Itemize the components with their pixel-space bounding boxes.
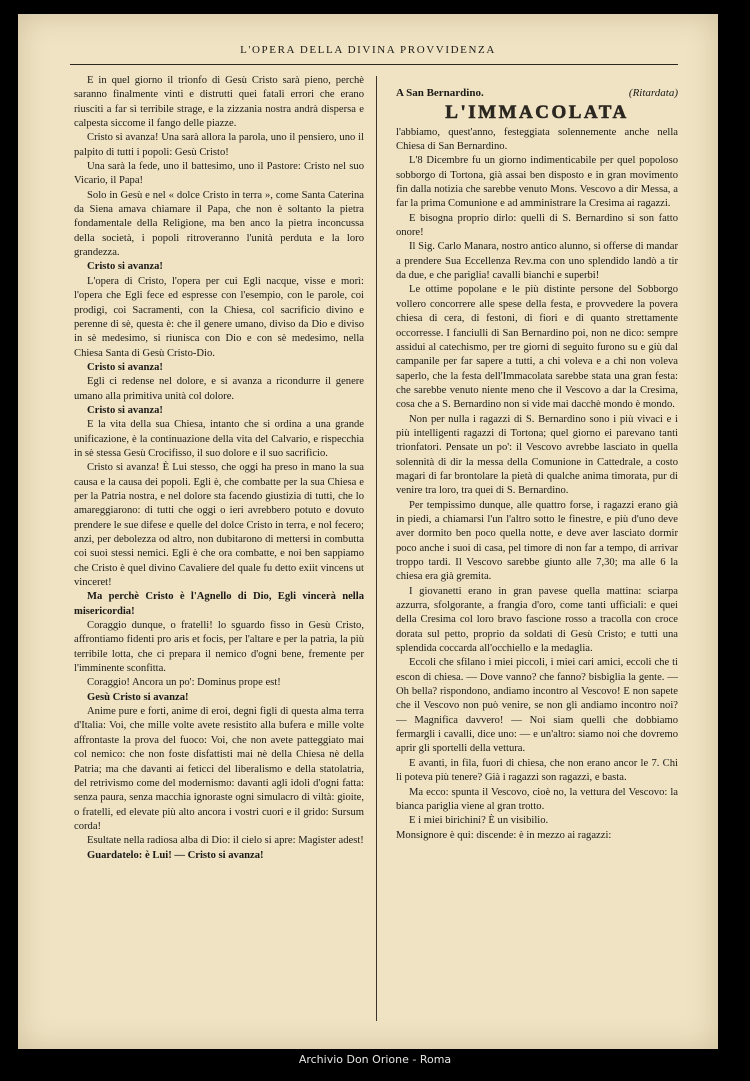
paragraph: Egli ci redense nel dolore, e si avanza a ricondurre il genere umano alla primitiva unità col dolore. (74, 376, 364, 402)
paragraph: E avanti, in fila, fuori di chiesa, che non erano ancor le 7. Chi li poteva più tenere? Già i ragazzi son ragazzi, e basta. (396, 757, 678, 784)
paragraph: Solo in Gesù e nel « dolce Cristo in terra », come Santa Caterina da Siena amava chiamare il Papa, che non è soltanto la pietra fondamentale della Religione, ma ben anco la pietra inconcussa della società, i popoli ritroveranno l'unità perduta e la loro grandezza. (74, 189, 364, 259)
left-column (74, 74, 364, 863)
location: A San Bernardino. (396, 87, 484, 99)
closing-line: Guardatelo: è Lui! — Cristo si avanza! (87, 849, 264, 861)
refrain: Gesù Cristo si avanza! (87, 691, 189, 703)
paragraph: l'abbiamo, quest'anno, festeggiata solennemente anche nella Chiesa di San Bernardino. (396, 126, 678, 153)
paragraph: Cristo si avanza! Una sarà allora la parola, uno il pensiero, uno il palpito di tutti i popoli: Gesù Cristo! (74, 132, 364, 158)
header-rule (70, 64, 678, 65)
paragraph-bold: Ma perchè Cristo è l'Agnello di Dio, Egli vincerà nella misericordia! (74, 591, 364, 617)
right-column (396, 74, 678, 843)
paragraph: Anime pure e forti, anime di eroi, degni figli di questa alma terra d'Italia: Voi, che mille volte avete resistito alla bufera e mille volte affrontaste la prova del fuoco: Voi, che non avete patteggiato mai col nemico: che non foste disfattisti mai nè della Chiesa nè della Patria; ma che davanti ai feticci del liberalismo e della statolatria, del retrivismo come del modernismo: davanti agli idoli d'ogni fatta: senza paura, senza macchia ignoraste ogni simulacro di viltà: gioite, o fratelli, ed elevate più alto ancora i vostri cuori e il grido: Sursum corda! (74, 706, 364, 832)
column-divider (376, 76, 377, 1021)
delay-note: (Ritardata) (628, 87, 678, 99)
refrain: Cristo si avanza! (87, 404, 163, 416)
paragraph: Il Sig. Carlo Manara, nostro antico alunno, si offerse di mandar a prendere Sua Eccellenza Rev.ma con uno splendido landò a tir da due, e che pariglia! cavalli bianchi e superbi! (396, 241, 678, 282)
paragraph: Eccoli che sfilano i miei piccoli, i miei cari amici, eccoli che ti escon di chiesa. — Dove vanno? che fanno? bisbiglia la gente. — Oh bella? rispondono, andiamo incontro al Vescovo! E non sapete che il Vescovo non può venire, se non gli andiamo incontro noi? — Magnifica davvero! — Noi siam quelli che dobbiamo fermargli i cavalli, dice uno: — e un'altro: siamo noi che dovremo aprir gli sportelli della vettura. (396, 657, 678, 755)
paragraph: Coraggio dunque, o fratelli! lo sguardo fisso in Gesù Cristo, affrontiamo fidenti pro aris et focis, per l'altare e per la patria, la più terribile lotta, che ci prepara il nemico d'ogni bene, fremente per l'imminente sconfitta. (74, 620, 364, 675)
running-title: L'OPERA DELLA DIVINA PROVVIDENZA (240, 44, 496, 56)
refrain: Cristo si avanza! (87, 261, 163, 273)
paragraph: E i miei birichini? È un visibilio. (409, 815, 549, 827)
paragraph: Ma ecco: spunta il Vescovo, cioè no, la vettura del Vescovo: la bianca pariglia viene al gran trotto. (396, 786, 678, 812)
paragraph: E la vita della sua Chiesa, intanto che si ordina a una grande unificazione, è la continuazione della vita del Calvario, e rispecchia in sè stessa Gesù Crocifisso, il suo dolore e il suo sacrificio. (74, 419, 364, 459)
paragraph: Non per nulla i ragazzi di S. Bernardino sono i più vivaci e i più intelligenti ragazzi di Tortona; quel giorno ei parevano tanti trionfatori. Pensate un po': il Vescovo avrebbe lasciato in quella solennità di dir la messa della Comunione in Cattedrale, a costo magari di far brontolare la pietà di qualche anima timorata, pur di venire tra loro, tra quei di S. Bernardino. (396, 413, 678, 497)
paragraph: Monsignore è qui: discende: è in mezzo ai ragazzi: (396, 829, 612, 841)
refrain: Cristo si avanza! (87, 361, 163, 373)
archive-credit: Archivio Don Orione - Roma (298, 1053, 452, 1066)
paragraph: L'opera di Cristo, l'opera per cui Egli nacque, visse e morì: l'opera che Egli fece ed espresse con l'esempio, con le parole, coi prodigi, coi Sacramenti, con la Chiesa, col sacrificio divino e perenne di sè, questa è: che il genere umano, diviso da Dio e diviso in sè medesimo, si riunisca con Dio e con sè medesimo, nella Chiesa Santa di Gesù Cristo-Dio. (74, 275, 364, 359)
paragraph: Le ottime popolane e le più distinte persone del Sobborgo vollero concorrere alle spese della festa, e provvedere la povera chiesa di cera, di festoni, di fiori e di quanto strettamente occorresse. I fanciulli di San Bernardino poi, non ne dico: sempre assidui al catechismo, per tre giorni di seguito furono su e giù dal campanile per far sapere a tutti, a chi voleva e a chi non voleva saperlo, che la festa dell'Immacolata sarebbe stata una gran festa: che sarebbe venuto niente meno che il Vescovo a dar la Cresima, cosa che a S. Bernardino non si vide mai dacchè mondo è mondo. (396, 284, 678, 411)
paragraph: I giovanetti erano in gran pavese quella mattina: sciarpa azzurra, sfolgorante, a frangia d'oro, come tanti ufficiali: e quei della Cresima col loro bravo fascione rosso a tracolla con croce dorata sul petto, proprio da soldati di Gesù Cristo; e tutti una splendida coccarda all'occhiello e la medaglia. (396, 585, 678, 655)
paragraph: E in quel giorno il trionfo di Gesù Cristo sarà pieno, perchè saranno finalmente vinti e distrutti quei fatali errori che erano riusciti a far sì terribile strage, e la zizzania nostra andrà dispersa e calpesta siccome il fango delle piazze. (74, 75, 364, 130)
article-title: L'IMMACOLATA (445, 102, 629, 124)
paragraph: Una sarà la fede, uno il battesimo, uno il Pastore: Cristo nel suo Vicario, il Papa! (74, 161, 364, 187)
paragraph: Esultate nella radiosa alba di Dio: il cielo si apre: Magister adest! (87, 835, 364, 847)
paragraph: Cristo si avanza! È Lui stesso, che oggi ha preso in mano la sua causa e la causa dei popoli. Egli è, che combatte per la sua Chiesa e per la Patria nostra, e nel dolore sta facendo giustizia di tutti, che lo amareggiarono: di tutti che oggi o ieri avrebbero potuto e dovuto prendere le sue difese e quelle del dolce Cristo in terra, e nol fecero; anzi, per debolezza od altro, non dubitarono di mettersi in combutta coi suoi stessi nemici. Egli è che ora combatte, e noi ben sappiamo che Cristo è quel divino Cavaliere del quale fu detto exiit vincens ut vinceret! (74, 462, 364, 589)
paragraph: Per tempissimo dunque, alle quattro forse, i ragazzi erano già in piedi, a chiamarsi l'un l'altro sotto le finestre, e più d'uno deve aver dormito ben poco quella notte, e deve aver lasciato dormir poco anche i suoi di casa, pel timore di non far a tempo, di arrivar troppo tardi. Il Vescovo sarebbe giunto alle 7,30; ma alle 6 la chiesa era già gremita. (396, 499, 678, 583)
newspaper-page (18, 14, 718, 1049)
paragraph: L'8 Dicembre fu un giorno indimenticabile per quel popoloso sobborgo di Tortona, già assai ben disposto e in gran movimento fin dalla notizia che sarebbe venuto Mons. Vescovo a dir Messa, a far la prima Comunione e ad amministrare la Cresima ai ragazzi. (396, 155, 678, 210)
paragraph: E bisogna proprio dirlo: quelli di S. Bernardino si son fatto onore! (396, 212, 678, 239)
dateline (396, 86, 678, 100)
paragraph: Coraggio! Ancora un po': Dominus prope est! (87, 677, 281, 689)
